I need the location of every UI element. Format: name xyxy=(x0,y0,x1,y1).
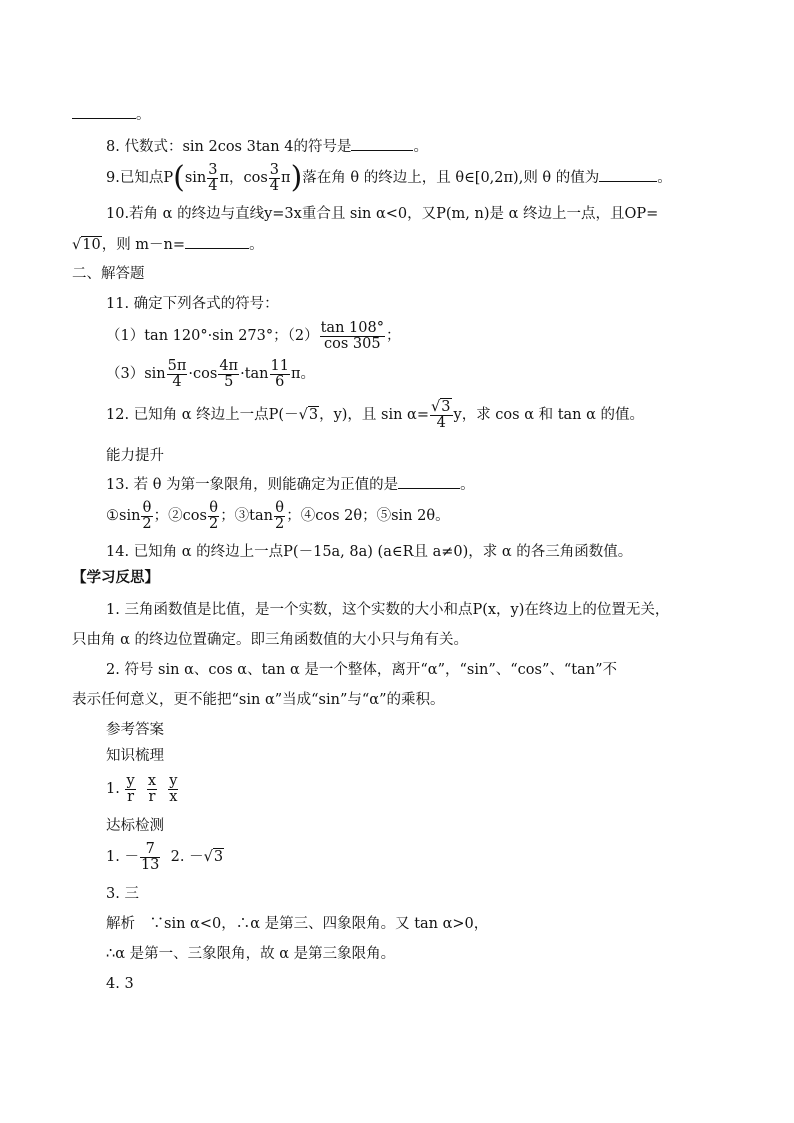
numerator: √3 xyxy=(431,398,451,415)
text: ； xyxy=(385,328,401,344)
reflection-2b: 表示任何意义，更不能把“sin α”当成“sin”与“α”的乘积。 xyxy=(72,692,445,708)
question-text: 13. 若 θ 为第一象限角，则能确定为正值的是 xyxy=(106,477,399,493)
standard-heading: 达标检测 xyxy=(106,818,164,834)
question-13-options xyxy=(106,498,450,534)
answer-blank xyxy=(72,104,136,119)
denominator: 13 xyxy=(140,856,160,873)
reflection-1a: 1. 三角函数值是比值，是一个实数，这个实数的大小和点P(x，y)在终边上的位置无关， xyxy=(106,602,670,618)
text: （3）sin xyxy=(106,366,166,382)
denominator: 5 xyxy=(224,373,234,390)
fraction xyxy=(320,321,385,352)
denominator: r xyxy=(148,788,156,805)
text: 。 xyxy=(657,170,672,186)
answer-blank xyxy=(185,234,249,249)
denominator: x xyxy=(169,788,178,805)
answer-3-explanation: 解析 ∵sin α<0，∴α 是第三、四象限角。又 tan α>0， xyxy=(106,916,489,932)
text: π。 xyxy=(290,366,315,382)
question-11-parts-1-2 xyxy=(106,318,400,354)
knowledge-heading: 知识梳理 xyxy=(106,748,164,764)
answer-standard-1-2: 1. － $\frac{7}{13}$ 2. －√3 xyxy=(106,840,224,873)
question-text: 8. 代数式：sin 2cos 3tan 4的符号是 xyxy=(106,139,352,155)
fraction xyxy=(168,774,178,805)
numerator: x xyxy=(147,772,157,789)
fraction xyxy=(430,400,452,431)
fraction xyxy=(125,774,135,805)
text: 。 xyxy=(136,107,151,123)
fraction xyxy=(218,359,239,390)
question-text: 9.已知点P xyxy=(106,170,174,186)
denominator: 4 xyxy=(436,414,446,431)
ability-heading: 能力提升 xyxy=(106,448,164,464)
numerator: 11 xyxy=(270,357,289,374)
text: ·cos xyxy=(188,366,218,382)
question-text: 10.若角 α 的终边与直线y=3x重合且 sin α<0，又P(m, n)是 α 终边上一点，且OP= xyxy=(106,206,659,222)
numerator: θ xyxy=(209,499,218,516)
text: 。 xyxy=(249,237,264,253)
reflection-heading: 【学习反思】 xyxy=(72,569,159,586)
denominator: 4 xyxy=(172,373,182,390)
text: ·tan xyxy=(240,366,269,382)
denominator: 2 xyxy=(208,515,219,532)
sqrt-value: 3 xyxy=(213,849,224,865)
fraction xyxy=(208,501,219,532)
question-11-part-3 xyxy=(106,356,315,392)
numerator: 5π xyxy=(167,357,187,374)
text: 。 xyxy=(460,477,475,493)
denominator: 2 xyxy=(275,515,285,532)
question-8 xyxy=(106,136,428,157)
fraction xyxy=(270,359,290,390)
question-9 xyxy=(106,158,672,198)
question-10-line2: √10，则 m－n= 。 xyxy=(72,234,264,255)
denominator: r xyxy=(127,788,135,805)
numerator: 3 xyxy=(208,161,218,178)
question-text: （1）tan 120°·sin 273°；（2） xyxy=(106,328,319,344)
fraction xyxy=(274,501,285,532)
numerator: y xyxy=(169,772,178,789)
option: ；③tan xyxy=(220,508,273,524)
text: 。 xyxy=(413,139,428,155)
question-text: 落在角 θ 的终边上，且 θ∈[0,2π),则 θ 的值为 xyxy=(302,170,600,186)
text: 1. xyxy=(106,781,120,797)
question-text: ，则 m－n= xyxy=(101,237,186,253)
answer-blank xyxy=(599,167,657,182)
answer-1 xyxy=(106,770,179,808)
denominator: 2 xyxy=(142,515,152,532)
option: ；④cos 2θ；⑤sin 2θ。 xyxy=(286,508,450,524)
answers-heading: 参考答案 xyxy=(106,722,164,738)
question-text: 12. 已知角 α 终边上一点P(－ xyxy=(106,407,299,423)
denominator: 4 xyxy=(269,177,280,194)
numerator: θ xyxy=(275,499,284,516)
answer-blank xyxy=(351,136,413,151)
text: 1. － xyxy=(106,849,139,865)
question-text: y，求 cos α 和 tan α 的值。 xyxy=(453,407,645,423)
reflection-2a: 2. 符号 sin α、cos α、tan α 是一个整体，离开“α”，“sin”、“cos”、“tan”不 xyxy=(106,662,617,678)
option: ；②cos xyxy=(153,508,207,524)
text: sin xyxy=(184,170,207,186)
text: π， xyxy=(219,170,244,186)
answer-3-explanation-2: ∴α 是第一、三象限角，故 α 是第三象限角。 xyxy=(106,946,396,962)
denominator: 6 xyxy=(275,373,285,390)
fraction xyxy=(147,774,157,805)
question-10-line1 xyxy=(106,204,658,224)
line-blank-top xyxy=(72,104,151,125)
option: ①sin xyxy=(106,508,141,524)
section-heading: 二、解答题 xyxy=(72,266,145,282)
fraction xyxy=(140,842,160,873)
question-13 xyxy=(106,474,475,495)
text: 2. － xyxy=(170,849,204,865)
reflection-1b: 只由角 α 的终边位置确定。即三角函数值的大小只与角有关。 xyxy=(72,632,469,648)
numerator: θ xyxy=(142,499,152,516)
answer-4: 4. 3 xyxy=(106,976,134,992)
question-14: 14. 已知角 α 的终边上一点P(－15a, 8a) (a∈R且 a≠0)，求 α 的各三角函数值。 xyxy=(106,544,633,560)
question-text: ，y)，且 sin α= xyxy=(319,407,430,423)
question-12: 12. 已知角 α 终边上一点P(－√3，y)，且 sin α= $\frac{√3}{4}$ y，求 cos α 和 tan α 的值。 xyxy=(106,398,645,431)
fraction xyxy=(167,359,188,390)
sqrt-value: 10 xyxy=(82,237,101,253)
sqrt-value: 3 xyxy=(441,398,451,415)
denominator: 4 xyxy=(208,177,218,194)
answer-blank xyxy=(398,474,460,489)
fraction xyxy=(207,163,218,194)
sqrt-value: 3 xyxy=(308,407,319,423)
answer-3: 3. 三 xyxy=(106,886,139,902)
text: cos xyxy=(243,170,268,186)
fraction xyxy=(269,163,280,194)
numerator: y xyxy=(126,772,135,789)
numerator: 4π xyxy=(219,357,239,374)
numerator: 3 xyxy=(269,161,280,178)
paren-right: ) xyxy=(290,160,303,195)
denominator: cos 305 xyxy=(324,335,381,352)
question-11: 11. 确定下列各式的符号： xyxy=(106,296,279,312)
numerator: tan 108° xyxy=(320,319,384,336)
fraction xyxy=(141,501,152,532)
paren-left: ( xyxy=(173,160,185,195)
text: π xyxy=(281,170,291,186)
numerator: 7 xyxy=(140,842,160,858)
